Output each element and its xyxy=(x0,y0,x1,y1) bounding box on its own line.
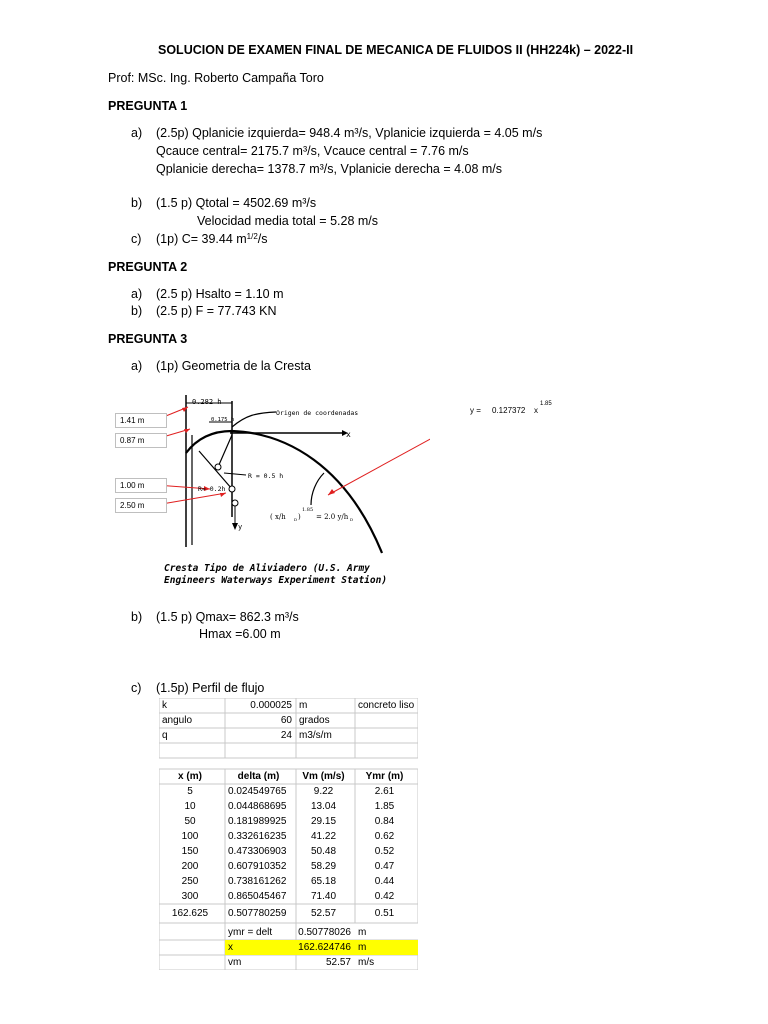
radius-05-label: R = 0.5 h xyxy=(248,472,284,480)
param-note: concreto liso xyxy=(358,700,415,711)
table-cell-x: 200 xyxy=(181,861,199,872)
table-cell-vm: 58.29 xyxy=(310,861,337,872)
radius-02-label: R= 0.2h xyxy=(198,485,226,493)
list-marker: c) xyxy=(131,681,142,695)
q2-answer-a: (2.5 p) Hsalto = 1.10 m xyxy=(156,287,284,301)
table-cell-ymr: 2.61 xyxy=(374,786,395,797)
table-cell-x: 50 xyxy=(184,816,196,827)
summary-label: vm xyxy=(228,957,242,968)
summary-unit: m/s xyxy=(358,957,375,968)
param-note xyxy=(355,713,417,728)
table-cell-vm: 9.22 xyxy=(313,786,334,797)
svg-text:( x/h: ( x/h xyxy=(270,513,286,521)
table-cell-vm: 41.22 xyxy=(310,831,337,842)
figure-caption-2: Engineers Waterways Experiment Station) xyxy=(164,575,388,586)
table-cell-x: 100 xyxy=(181,831,199,842)
svg-text:D: D xyxy=(294,517,298,522)
table-cell-ymr: 0.44 xyxy=(374,876,395,887)
table-cell-x: 10 xyxy=(184,801,196,812)
column-header: Vm (m/s) xyxy=(302,771,345,782)
y-axis-label: y xyxy=(238,523,243,531)
eq-exponent: 1.85 xyxy=(540,401,552,407)
summary-value: 162.624746 xyxy=(298,942,351,953)
result-cell-vm: 52.57 xyxy=(310,908,337,919)
x-axis-label: x xyxy=(346,430,351,439)
param-name: k xyxy=(162,700,167,711)
param-unit: m xyxy=(299,700,308,711)
svg-text:D: D xyxy=(350,517,354,522)
document-title: SOLUCION DE EXAMEN FINAL DE MECANICA DE FLUIDOS II (HH224k) – 2022-II xyxy=(158,43,634,57)
q3-answer-a: (1p) Geometria de la Cresta xyxy=(156,359,311,373)
table-cell-vm: 13.04 xyxy=(310,801,337,812)
summary-value: 52.57 xyxy=(325,957,351,968)
figure-caption-1: Cresta Tipo de Aliviadero (U.S. Army xyxy=(164,563,370,574)
list-marker: c) xyxy=(131,232,142,246)
table-cell-vm: 65.18 xyxy=(310,876,337,887)
param-value: 24 xyxy=(280,730,292,741)
svg-text:): ) xyxy=(298,513,301,521)
table-cell-ymr: 0.47 xyxy=(374,861,395,872)
table-cell-ymr: 1.85 xyxy=(374,801,395,812)
svg-text:1.85: 1.85 xyxy=(302,507,314,513)
list-marker: b) xyxy=(131,196,143,210)
eq-coef: 0.127372 xyxy=(492,406,526,415)
table-cell-delta: 0.607910352 xyxy=(228,861,287,872)
param-value: 0.000025 xyxy=(250,700,292,711)
list-marker: a) xyxy=(131,126,143,140)
table-cell-delta: 0.024549765 xyxy=(228,786,287,797)
table-cell-delta: 0.181989925 xyxy=(228,816,287,827)
q1-answer-a-line3: Qplanicie derecha= 1378.7 m³/s, Vplanicie derecha = 4.08 m/s xyxy=(156,162,503,176)
list-marker: a) xyxy=(131,287,143,301)
table-cell-ymr: 0.42 xyxy=(374,891,395,902)
table-cell-ymr: 0.52 xyxy=(374,846,395,857)
q3-answer-b-line2: Hmax =6.00 m xyxy=(199,627,281,641)
param-unit: m3/s/m xyxy=(299,730,332,741)
question-1-heading: PREGUNTA 1 xyxy=(108,99,188,113)
column-header: x (m) xyxy=(178,771,202,782)
summary-unit: m xyxy=(358,942,367,953)
eq-x: x xyxy=(534,406,538,415)
dimension-label: 0.87 m xyxy=(115,433,167,448)
origin-label: Origen de coordenadas xyxy=(276,409,359,417)
dimension-label: 2.50 m xyxy=(115,498,167,513)
summary-value: 0.50778026 xyxy=(298,927,351,938)
professor-line: Prof: MSc. Ing. Roberto Campaña Toro xyxy=(108,71,324,85)
summary-unit: m xyxy=(358,927,367,938)
column-header: delta (m) xyxy=(237,771,280,782)
column-header: Ymr (m) xyxy=(365,771,404,782)
table-cell-delta: 0.332616235 xyxy=(228,831,287,842)
table-cell-x: 5 xyxy=(187,786,193,797)
q1-answer-b-line1: (1.5 p) Qtotal = 4502.69 m³/s xyxy=(156,196,317,210)
q1-answer-c: (1p) C= 39.44 $m^{1/2}/s$ xyxy=(156,232,268,246)
list-marker: a) xyxy=(131,359,143,373)
crest-formula xyxy=(270,507,353,522)
question-3-heading: PREGUNTA 3 xyxy=(108,332,188,346)
dimension-label: 1.41 m xyxy=(115,413,167,428)
table-cell-delta: 0.738161262 xyxy=(228,876,287,887)
list-marker: b) xyxy=(131,610,143,624)
table-cell-vm: 71.40 xyxy=(310,891,337,902)
q1-answer-b-line2: Velocidad media total = 5.28 m/s xyxy=(197,214,379,228)
table-cell-x: 250 xyxy=(181,876,199,887)
param-unit: grados xyxy=(299,715,330,726)
table-cell-vm: 29.15 xyxy=(310,816,337,827)
summary-label: x xyxy=(228,942,233,953)
list-marker: b) xyxy=(131,304,143,318)
result-cell-x: 162.625 xyxy=(171,908,209,919)
crest-geometry-figure xyxy=(106,385,430,595)
q1-answer-a-line1: (2.5p) Qplanicie izquierda= 948.4 m³/s, Vplanicie izquierda = 4.05 m/s xyxy=(156,126,543,140)
flow-profile-spreadsheet xyxy=(159,698,418,970)
q3-answer-b-line1: (1.5 p) Qmax= 862.3 m³/s xyxy=(156,610,299,624)
q3-answer-c: (1.5p) Perfil de flujo xyxy=(156,681,265,695)
param-note xyxy=(355,728,417,743)
table-cell-x: 150 xyxy=(181,846,199,857)
table-cell-delta: 0.473306903 xyxy=(228,846,287,857)
table-cell-ymr: 0.62 xyxy=(374,831,395,842)
dim-0175-label: 0.175 h xyxy=(211,417,235,423)
table-cell-x: 300 xyxy=(181,891,199,902)
summary-label: ymr = delt xyxy=(228,927,273,938)
param-name: q xyxy=(162,730,168,741)
table-cell-delta: 0.044868695 xyxy=(228,801,287,812)
result-cell-delta: 0.507780259 xyxy=(228,908,287,919)
table-cell-ymr: 0.84 xyxy=(374,816,395,827)
dimension-label: 1.00 m xyxy=(115,478,167,493)
dim-0282-label: 0.282 h xyxy=(192,398,222,406)
result-cell-ymr: 0.51 xyxy=(374,908,395,919)
param-name: angulo xyxy=(162,715,193,726)
q2-answer-b: (2.5 p) F = 77.743 KN xyxy=(156,304,277,318)
svg-text:= 2.0 y/h: = 2.0 y/h xyxy=(316,513,349,521)
table-cell-vm: 50.48 xyxy=(310,846,337,857)
question-2-heading: PREGUNTA 2 xyxy=(108,260,188,274)
regression-equation xyxy=(432,385,558,431)
table-cell-delta: 0.865045467 xyxy=(228,891,287,902)
q1-answer-a-line2: Qcauce central= 2175.7 m³/s, Vcauce central = 7.76 m/s xyxy=(156,144,469,158)
eq-y: y = xyxy=(470,406,481,415)
param-value: 60 xyxy=(280,715,292,726)
